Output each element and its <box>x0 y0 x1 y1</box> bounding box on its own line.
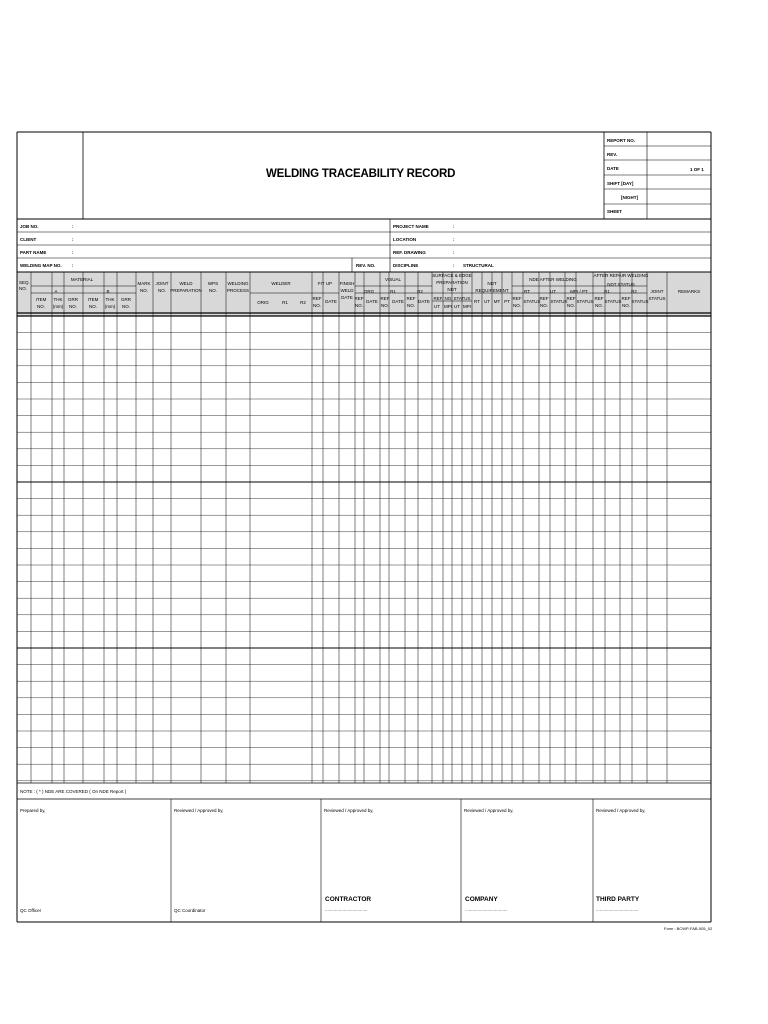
colon: : <box>453 224 455 229</box>
hdr-after-repair: AFTER REPAIR WELDING <box>593 273 649 278</box>
hdr-b: B <box>106 289 110 294</box>
colon: : <box>72 237 74 242</box>
hdr-nde-ref1: REF <box>512 296 522 301</box>
hdr-ndt: NDT <box>487 281 497 286</box>
hdr-ndt-req: REQUIREMENT <box>475 288 509 293</box>
hdr-ar-r1: R1 <box>604 289 610 294</box>
welding-map-label: WELDING MAP NO. <box>20 263 62 268</box>
hdr-nde-after: NDE AFTER WELDING <box>529 277 577 282</box>
hdr-v-no3: NO. <box>406 303 416 308</box>
hdr-surface-status: STATUS <box>453 296 471 301</box>
hdr-wps-no: NO. <box>208 288 218 293</box>
hdr-nde-rt: RT <box>524 289 530 294</box>
hdr-surface-ndt: NDT <box>447 287 457 292</box>
hdr-joint-status: JOINT <box>650 289 664 294</box>
hdr-remarks: REMARKS <box>677 289 701 294</box>
hdr-welder-orig: ORIG <box>257 300 269 305</box>
hdr-item-a: ITEM <box>35 297 47 302</box>
hdr-ar-r2: R2 <box>631 289 637 294</box>
nde-note: NOTE : ( * ) NDE ARE COVERED ( On NDE Report ) <box>20 789 127 794</box>
hdr-welding: WELDING <box>227 281 249 286</box>
hdr-finish-weld: WELD <box>340 288 354 293</box>
hdr-welder-r1: R1 <box>282 300 288 305</box>
hdr-fitup-no: NO. <box>312 303 322 308</box>
hdr-welder: WELDER <box>271 281 291 286</box>
hdr-ar-status2: STATUS <box>631 299 649 304</box>
client-label: CLIENT <box>20 237 37 242</box>
hdr-nde-no2: NO. <box>539 303 549 308</box>
hdr-finish-date: DATE <box>341 295 353 300</box>
shift-night-label: [NIGHT] <box>621 195 638 200</box>
hdr-seq-no: NO. <box>19 286 28 291</box>
shift-day-label: SHIFT [DAY] <box>607 181 634 186</box>
hdr-after-ndt-status: NDT STATUS <box>607 282 635 287</box>
third-party-label: THIRD PARTY <box>596 896 640 903</box>
hdr-nde-ref2: REF <box>539 296 549 301</box>
hdr-seq: SEQ. <box>19 280 30 285</box>
form-number: Form : BCWP-FAB-005_02 <box>664 926 713 931</box>
hdr-a: A <box>54 289 58 294</box>
hdr-mark-no: NO. <box>139 288 149 293</box>
hdr-surface-prep: PREPARATION <box>436 280 468 285</box>
reviewed-by-label-1: Reviewed / Approved by, <box>174 808 224 813</box>
hdr-fitup: FIT UP <box>317 281 333 286</box>
colon: : <box>72 263 74 268</box>
hdr-ar-ref2: REF <box>621 296 631 301</box>
prepared-by-label: Prepared by, <box>20 808 46 813</box>
hdr-nde-mpi: MPI / PT <box>570 289 588 294</box>
hdr-nde-no3: NO. <box>566 303 576 308</box>
hdr-nde-status3: STATUS <box>576 299 594 304</box>
date-label: DATE <box>607 166 619 171</box>
discipline-value: STRUCTURAL <box>463 263 494 268</box>
hdr-ndt-mt: MT <box>493 299 501 304</box>
hdr-thk-b-mm: (mm) <box>104 304 116 309</box>
hdr-wps: WPS <box>207 281 219 286</box>
location-label: LOCATION <box>393 237 417 242</box>
hdr-ndt-ut: UT <box>484 299 490 304</box>
hdr-visual-r2: R2 <box>417 289 423 294</box>
hdr-material: MATERIAL <box>70 277 94 282</box>
contractor-signature-line: .................................. <box>325 907 368 912</box>
hdr-weld-prep: PREPARATION <box>170 288 202 293</box>
rev-label: REV. <box>607 152 618 157</box>
hdr-finish: FINISH <box>339 281 355 286</box>
hdr-grr-a-no: NO. <box>68 304 78 309</box>
discipline-label: DISCIPLINE <box>393 263 419 268</box>
hdr-v-ref1: REF <box>354 296 364 301</box>
hdr-visual-org: ORG <box>363 289 375 294</box>
hdr-ndt-rt: RT <box>474 299 480 304</box>
reviewed-by-label-3: Reviewed / Approved by, <box>464 808 514 813</box>
hdr-ar-ref1: REF <box>594 296 604 301</box>
hdr-welder-r2: R2 <box>300 300 306 305</box>
qc-coordinator-label: QC Coordinator <box>174 908 206 913</box>
company-label: COMPANY <box>465 896 498 903</box>
contractor-label: CONTRACTOR <box>325 896 372 903</box>
page-title: WELDING TRACEABILITY RECORD <box>266 168 456 180</box>
hdr-item-b: ITEM <box>87 297 99 302</box>
hdr-visual-r1: R1 <box>390 289 396 294</box>
hdr-grr-b-no: NO. <box>121 304 131 309</box>
hdr-ar-status1: STATUS <box>604 299 622 304</box>
company-signature-line: .................................. <box>465 907 508 912</box>
hdr-surface: SURFACE & EDGE <box>432 273 472 278</box>
rev-no-label: REV. NO. <box>356 263 376 268</box>
hdr-surface-mpi1: MPI <box>443 304 453 309</box>
hdr-nde-ref3: REF <box>566 296 576 301</box>
hdr-thk-b: THK <box>105 297 115 302</box>
ref-drawing-label: REF. DRAWING <box>393 250 426 255</box>
hdr-nde-status2: STATUS <box>550 299 568 304</box>
hdr-weld: WELD <box>179 281 193 286</box>
colon: : <box>453 237 455 242</box>
hdr-nde-status1: STATUS <box>523 299 541 304</box>
hdr-visual: VISUAL <box>384 277 402 282</box>
job-no-label: JOB NO. <box>20 224 39 229</box>
hdr-joint-status-label: STATUS <box>648 296 666 301</box>
report-no-label: REPORT NO. <box>607 138 636 143</box>
hdr-surface-ut2: UT <box>454 304 460 309</box>
hdr-v-ref3: REF <box>406 296 416 301</box>
hdr-v-date1: DATE <box>366 299 378 304</box>
hdr-fitup-date: DATE <box>325 299 337 304</box>
hdr-nde-ut: UT <box>550 289 556 294</box>
hdr-v-date3: DATE <box>418 299 430 304</box>
page-count: 1 OF 1 <box>690 167 704 172</box>
hdr-surface-ut1: UT <box>434 304 440 309</box>
hdr-v-date2: DATE <box>392 299 404 304</box>
hdr-thk-a-mm: (mm) <box>52 304 64 309</box>
hdr-ndt-pt: PT <box>504 299 510 304</box>
hdr-thk-a: THK <box>53 297 63 302</box>
hdr-surface-refno: REF. NO. <box>433 296 453 301</box>
hdr-grr-b: GRR <box>121 297 131 302</box>
sheet-label: SHEET <box>607 209 623 214</box>
hdr-item-a-no: NO. <box>36 304 46 309</box>
hdr-welding-process: PROCESS <box>226 288 250 293</box>
colon: : <box>72 250 74 255</box>
hdr-surface-mpi2: MPI <box>462 304 472 309</box>
hdr-item-b-no: NO. <box>88 304 98 309</box>
hdr-ar-no1: NO. <box>594 303 604 308</box>
hdr-v-no1: NO. <box>354 303 364 308</box>
hdr-joint-no: NO. <box>157 288 167 293</box>
colon: : <box>72 224 74 229</box>
hdr-ar-no2: NO. <box>621 303 631 308</box>
hdr-nde-no1: NO. <box>512 303 522 308</box>
third-party-signature-line: .................................. <box>596 907 639 912</box>
hdr-joint: JOINT <box>155 281 169 286</box>
reviewed-by-label-2: Reviewed / Approved by, <box>324 808 374 813</box>
hdr-v-ref2: REF <box>380 296 390 301</box>
reviewed-by-label-4: Reviewed / Approved by, <box>596 808 646 813</box>
project-name-label: PROJECT NAME <box>393 224 429 229</box>
hdr-grr-a: GRR <box>68 297 78 302</box>
hdr-fitup-ref: REF <box>312 296 322 301</box>
qc-officer-label: QC Officer <box>20 908 42 913</box>
colon: : <box>453 263 455 268</box>
colon: : <box>453 250 455 255</box>
part-name-label: PART NAME <box>20 250 47 255</box>
hdr-mark: MARK <box>137 281 151 286</box>
hdr-v-no2: NO. <box>380 303 390 308</box>
